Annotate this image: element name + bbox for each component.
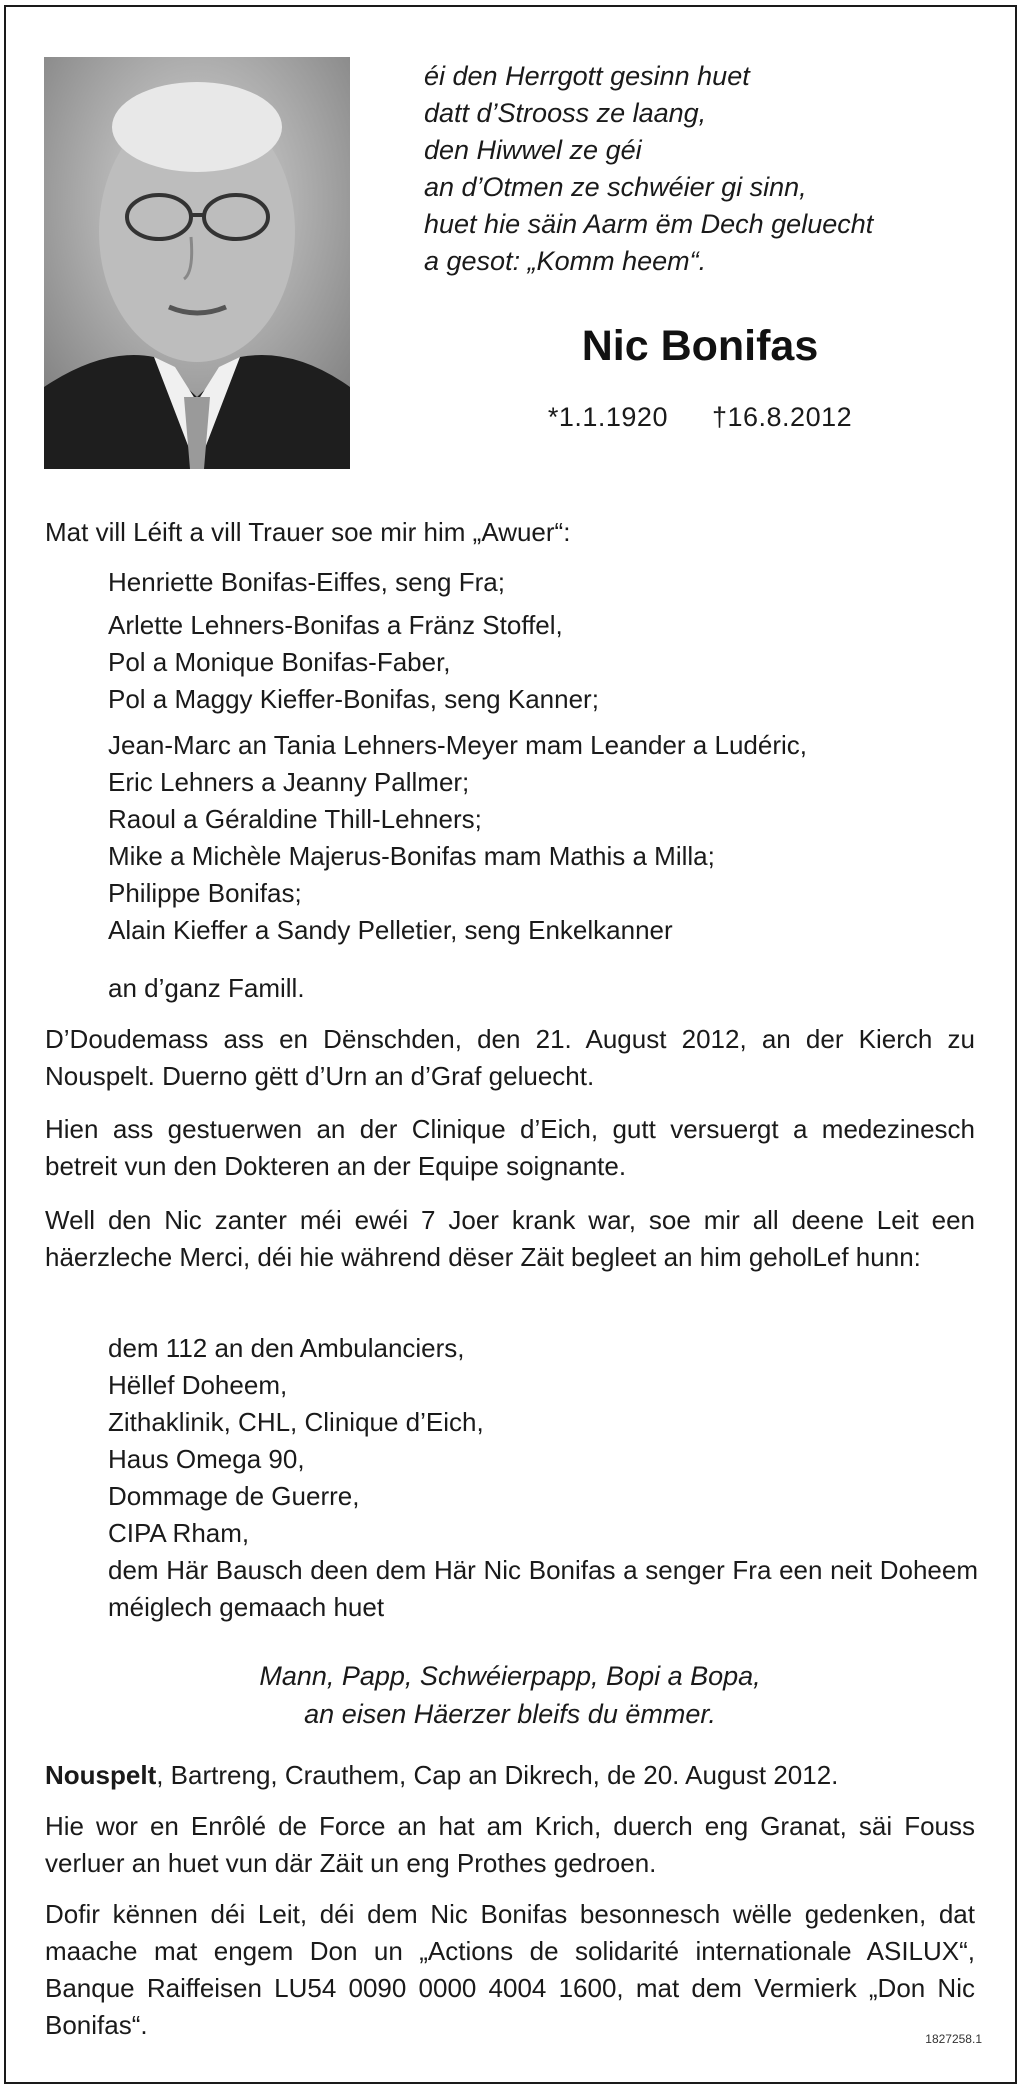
poem <box>424 58 984 280</box>
family-line: Henriette Bonifas-Eiffes, seng Fra; <box>108 567 505 597</box>
family-line: Mike a Michèle Majerus-Bonifas mam Mathis a Milla; <box>108 841 715 871</box>
family-group-all <box>108 970 978 1007</box>
family-line: Eric Lehners a Jeanny Pallmer; <box>108 767 470 797</box>
thanks-item: dem Här Bausch deen dem Här Nic Bonifas a senger Fra een neit Doheem méiglech gemaach huet <box>108 1555 978 1622</box>
family-group-grandchildren <box>108 727 978 949</box>
reference-number: 1827258.1 <box>925 2032 982 2046</box>
closing-verse <box>45 1657 975 1733</box>
poem-line: éi den Herrgott gesinn huet <box>424 61 750 91</box>
thanks-list <box>108 1330 978 1626</box>
donation-paragraph: Dofir kënnen déi Leit, déi dem Nic Bonifas besonnesch wëlle gedenken, dat maache mat engem Don un „Actions de solidarité internationale ASILUX“, Banque Raiffeisen LU54 0090 0000 4004 1600, mat dem Vermierk „Don Nic Bonifas“. <box>45 1899 975 2040</box>
family-line: Pol a Maggy Kieffer-Bonifas, seng Kanner; <box>108 684 599 714</box>
death-date: †16.8.2012 <box>711 402 853 432</box>
closing-line: Mann, Papp, Schwéierpapp, Bopi a Bopa, <box>259 1661 761 1691</box>
place-name: Nouspelt <box>45 1760 157 1790</box>
funeral-paragraph: D’Doudemass ass en Dënschden, den 21. August 2012, an der Kierch zu Nouspelt. Duerno gëtt d’Urn an d’Graf geluecht. <box>45 1024 975 1091</box>
died-at-paragraph: Hien ass gestuerwen an der Clinique d’Eich, gutt versuergt a medezinesch betreit vun den Dokteren an der Equipe soignante. <box>45 1114 975 1181</box>
thanks-item: dem 112 an den Ambulanciers, <box>108 1333 465 1363</box>
family-line: Raoul a Géraldine Thill-Lehners; <box>108 804 482 834</box>
thanks-item: Hëllef Doheem, <box>108 1370 288 1400</box>
poem-line: datt d’Strooss ze laang, <box>424 98 707 128</box>
family-line: Pol a Monique Bonifas-Faber, <box>108 647 451 677</box>
family-line: Alain Kieffer a Sandy Pelletier, seng Enkelkanner <box>108 915 673 945</box>
closing-line: an eisen Häerzer bleifs du ëmmer. <box>304 1699 716 1729</box>
intro-line: Mat vill Léift a vill Trauer soe mir him „Awuer“: <box>45 517 571 547</box>
thanks-item: CIPA Rham, <box>108 1518 250 1548</box>
thanks-paragraph: Well den Nic zanter méi ewéi 7 Joer krank war, soe mir all deene Leit een häerzleche Merci, déi hie während dëser Zäit begleet an him geholLef hunn: <box>45 1205 975 1272</box>
portrait-photo <box>44 57 350 469</box>
family-line: Philippe Bonifas; <box>108 878 302 908</box>
family-group-children <box>108 607 978 718</box>
poem-line: an d’Otmen ze schwéier gi sinn, <box>424 172 807 202</box>
deceased-name: Nic Bonifas <box>581 322 819 370</box>
poem-line: a gesot: „Komm heem“. <box>424 246 707 276</box>
family-group-spouse <box>108 564 978 601</box>
place-date-rest: , Bartreng, Crauthem, Cap an Dikrech, de 20. August 2012. <box>156 1760 839 1790</box>
poem-line: huet hie säin Aarm ëm Dech geluecht <box>424 209 874 239</box>
family-line: Jean-Marc an Tania Lehners-Meyer mam Leander a Ludéric, <box>108 730 807 760</box>
place-date-line <box>45 1757 975 1794</box>
thanks-item: Dommage de Guerre, <box>108 1481 360 1511</box>
history-paragraph: Hie wor en Enrôlé de Force an hat am Krich, duerch eng Granat, säi Fouss verluer an huet vun där Zäit un eng Prothes gedroen. <box>45 1811 975 1878</box>
family-line: Arlette Lehners-Bonifas a Fränz Stoffel, <box>108 610 563 640</box>
life-dates <box>400 402 1000 433</box>
family-line: an d’ganz Famill. <box>108 973 305 1003</box>
thanks-item: Haus Omega 90, <box>108 1444 305 1474</box>
thanks-item: Zithaklinik, CHL, Clinique d’Eich, <box>108 1407 484 1437</box>
poem-line: den Hiwwel ze géi <box>424 135 642 165</box>
birth-date: *1.1.1920 <box>547 402 668 432</box>
